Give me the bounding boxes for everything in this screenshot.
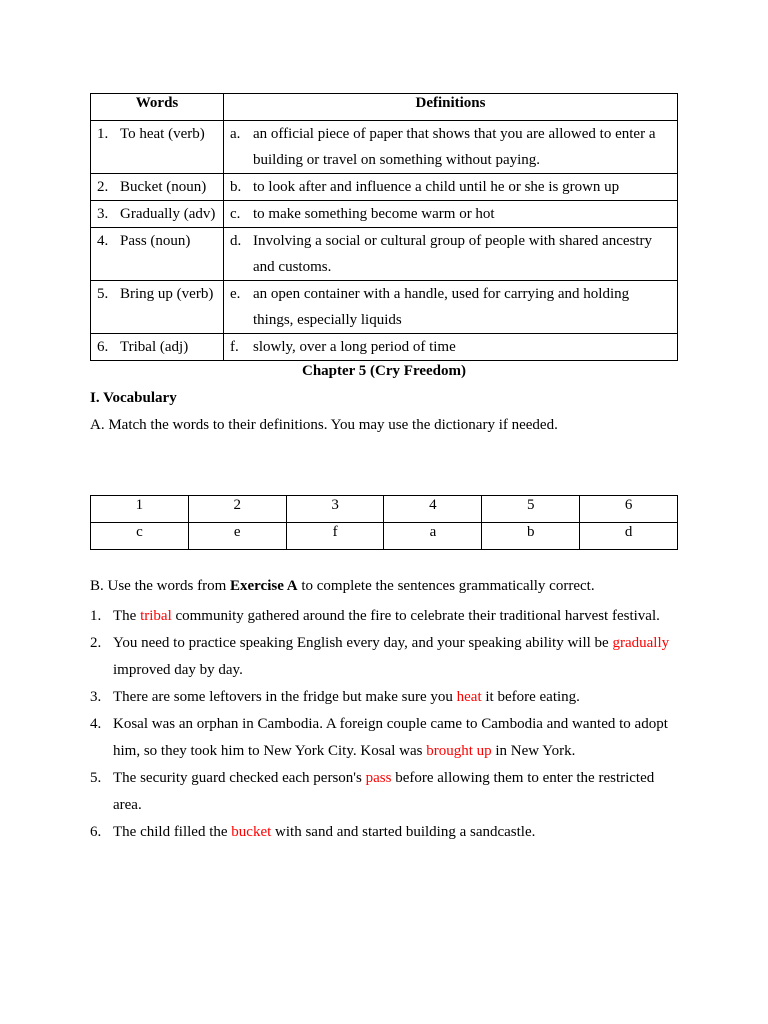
word-text: To heat (verb)	[120, 126, 205, 142]
definition-cell	[224, 201, 678, 228]
word-text: Gradually (adv)	[120, 206, 216, 222]
table-row	[91, 121, 678, 174]
answer-word: pass	[365, 770, 392, 786]
sentence-before: The child filled the	[113, 824, 232, 840]
answer-letter: d	[580, 523, 678, 550]
answer-letter: f	[286, 523, 384, 550]
sentence-before: The security guard checked each person's	[113, 770, 366, 786]
sentence-after: community gathered around the fire to celebrate their traditional harvest festival.	[171, 608, 660, 624]
exercise-b-bold: Exercise A	[229, 578, 298, 594]
sentence-after: before allowing them to enter the restricted area.	[113, 770, 655, 813]
definition-cell	[224, 281, 678, 334]
answer-letter: b	[482, 523, 580, 550]
sentence-after: with sand and started building a sandcastle.	[271, 824, 536, 840]
table-row	[91, 201, 678, 228]
definition-cell	[224, 228, 678, 281]
sentence-before: You need to practice speaking English every day, and your speaking ability will be	[113, 635, 613, 651]
sentence-list	[90, 603, 678, 846]
word-cell	[91, 334, 224, 361]
answer-number: 6	[580, 496, 678, 523]
exercise-b-prefix: B. Use the words from	[90, 578, 230, 594]
definition-text: an official piece of paper that shows that you are allowed to enter a building or travel on something without paying.	[253, 126, 656, 168]
answer-word: tribal	[140, 608, 172, 624]
list-item	[90, 765, 678, 819]
answer-letter: c	[91, 523, 189, 550]
table-row	[91, 228, 678, 281]
sentence-text	[113, 711, 678, 765]
answer-numbers-row	[91, 496, 678, 523]
word-number: 1.	[97, 126, 109, 142]
word-cell	[91, 281, 224, 334]
sentence-text	[113, 603, 678, 630]
definition-cell	[224, 174, 678, 201]
sentence-after: it before eating.	[481, 689, 580, 705]
sentence-number: 6.	[90, 824, 102, 840]
list-item	[90, 684, 678, 711]
answer-letter: e	[188, 523, 286, 550]
answer-word: heat	[456, 689, 482, 705]
definition-text: to make something become warm or hot	[253, 206, 495, 222]
sentence-number: 1.	[90, 608, 102, 624]
word-cell	[91, 201, 224, 228]
word-text: Pass (noun)	[120, 233, 191, 249]
list-item	[90, 819, 678, 846]
definition-cell	[224, 121, 678, 174]
definition-letter: d.	[230, 233, 242, 249]
word-cell	[91, 121, 224, 174]
sentence-number: 3.	[90, 689, 102, 705]
answer-number: 5	[482, 496, 580, 523]
definition-text: Involving a social or cultural group of people with shared ancestry and customs.	[253, 233, 653, 275]
word-cell	[91, 228, 224, 281]
sentence-before: Kosal was an orphan in Cambodia. A foreign couple came to Cambodia and wanted to adopt him, so they took him to New York City. Kosal was	[113, 716, 668, 759]
word-cell	[91, 174, 224, 201]
list-item	[90, 711, 678, 765]
sentence-number: 4.	[90, 716, 102, 732]
exercise-b-instruction	[90, 577, 678, 595]
word-text: Tribal (adj)	[120, 339, 189, 355]
table-row	[91, 174, 678, 201]
definition-letter: c.	[230, 206, 241, 222]
sentence-after: improved day by day.	[113, 662, 243, 678]
answer-letters-row	[91, 523, 678, 550]
sentence-text	[113, 819, 678, 846]
exercise-b-suffix: to complete the sentences grammatically correct.	[297, 578, 595, 594]
words-header: Words	[91, 94, 224, 121]
vocabulary-table-header	[91, 94, 678, 121]
sentence-before: There are some leftovers in the fridge but make sure you	[113, 689, 457, 705]
definition-text: an open container with a handle, used for carrying and holding things, especially liquids	[253, 286, 630, 328]
word-text: Bucket (noun)	[120, 179, 207, 195]
word-number: 6.	[97, 339, 109, 355]
sentence-after: in New York.	[491, 743, 576, 759]
vocabulary-table	[90, 93, 678, 361]
word-number: 5.	[97, 286, 109, 302]
definition-letter: e.	[230, 286, 241, 302]
sentence-text	[113, 765, 678, 819]
sentence-number: 2.	[90, 635, 102, 651]
answer-table	[90, 495, 678, 550]
table-row	[91, 281, 678, 334]
answer-number: 2	[188, 496, 286, 523]
answer-number: 3	[286, 496, 384, 523]
word-text: Bring up (verb)	[120, 286, 214, 302]
list-item	[90, 603, 678, 630]
definition-text: slowly, over a long period of time	[253, 339, 456, 355]
definition-letter: b.	[230, 179, 242, 195]
definition-cell	[224, 334, 678, 361]
word-number: 3.	[97, 206, 109, 222]
sentence-number: 5.	[90, 770, 102, 786]
definition-text: to look after and influence a child until he or she is grown up	[253, 179, 620, 195]
chapter-title: Chapter 5 (Cry Freedom)	[302, 363, 466, 379]
word-number: 4.	[97, 233, 109, 249]
sentence-before: The	[113, 608, 141, 624]
answer-letter: a	[384, 523, 482, 550]
definition-letter: f.	[230, 339, 239, 355]
answer-number: 1	[91, 496, 189, 523]
answer-word: gradually	[612, 635, 670, 651]
worksheet-page	[90, 93, 678, 846]
sentence-text	[113, 630, 678, 684]
definitions-header: Definitions	[224, 94, 678, 121]
table-row	[91, 334, 678, 361]
section-title: I. Vocabulary	[90, 390, 177, 406]
answer-number: 4	[384, 496, 482, 523]
definition-letter: a.	[230, 126, 241, 142]
word-number: 2.	[97, 179, 109, 195]
exercise-a-instruction: A. Match the words to their definitions. You may use the dictionary if needed.	[90, 417, 558, 433]
list-item	[90, 630, 678, 684]
sentence-text	[113, 684, 678, 711]
answer-word: bucket	[231, 824, 272, 840]
answer-word: brought up	[426, 743, 492, 759]
